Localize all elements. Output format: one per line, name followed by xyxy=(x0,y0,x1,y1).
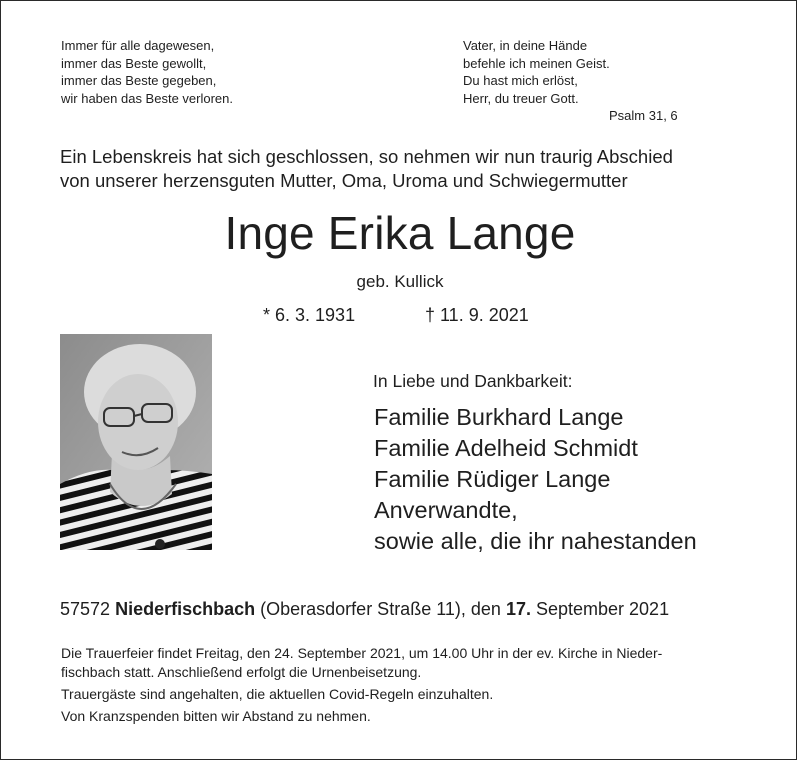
verse-reference: Psalm 31, 6 xyxy=(609,108,678,123)
mourner-line: Anverwandte, xyxy=(374,497,518,523)
info-line: Trauergäste sind angehalten, die aktuellen Covid-Regeln einzuhalten. xyxy=(61,686,494,702)
notice-day: 17. xyxy=(505,599,531,619)
ceremony-info xyxy=(61,644,662,726)
verse-right xyxy=(463,37,610,107)
town-name: Niederfischbach xyxy=(115,599,256,619)
verse-left-line: immer das Beste gegeben, xyxy=(61,73,217,88)
deceased-name: Inge Erika Lange xyxy=(224,207,576,259)
verse-left-line: wir haben das Beste verloren. xyxy=(61,90,233,106)
info-line: Die Trauerfeier findet Freitag, den 24. September 2021, um 14.00 Uhr in der ev. Kirche in Nieder- xyxy=(61,645,663,661)
mourner-line: Familie Burkhard Lange xyxy=(374,404,624,430)
info-line: fischbach statt. Anschließend erfolgt die Urnenbeisetzung. xyxy=(61,664,422,680)
mourner-line: Familie Adelheid Schmidt xyxy=(374,435,638,461)
portrait-photo xyxy=(60,334,212,550)
verse-left-line: Immer für alle dagewesen, xyxy=(61,38,215,53)
mourner-line: sowie alle, die ihr nahestanden xyxy=(374,528,697,554)
verse-right-line: Herr, du treuer Gott. xyxy=(463,90,579,106)
mourners-list xyxy=(374,402,697,557)
verse-left xyxy=(61,37,233,107)
intro-text xyxy=(60,145,673,193)
intro-line: Ein Lebenskreis hat sich geschlossen, so nehmen wir nun traurig Abschied xyxy=(60,146,673,167)
death-date: † 11. 9. 2021 xyxy=(425,305,529,325)
notice-month-year: September 2021 xyxy=(535,599,670,619)
maiden-name: geb. Kullick xyxy=(356,272,444,291)
birth-date: * 6. 3. 1931 xyxy=(263,305,356,325)
intro-line: von unserer herzensguten Mutter, Oma, Uroma und Schwiegermutter xyxy=(60,170,628,191)
info-line: Von Kranzspenden bitten wir Abstand zu nehmen. xyxy=(61,708,371,724)
place-date-line xyxy=(60,599,669,620)
verse-right-line: Vater, in deine Hände xyxy=(463,38,588,53)
verse-right-line: Du hast mich erlöst, xyxy=(463,73,578,88)
zip-code: 57572 xyxy=(60,599,111,619)
mourners-intro: In Liebe und Dankbarkeit: xyxy=(373,371,573,391)
verse-right-line: befehle ich meinen Geist. xyxy=(463,55,610,71)
verse-left-line: immer das Beste gewollt, xyxy=(61,55,207,71)
address: (Oberasdorfer Straße 11), den xyxy=(260,599,501,619)
mourner-line: Familie Rüdiger Lange xyxy=(374,466,611,492)
